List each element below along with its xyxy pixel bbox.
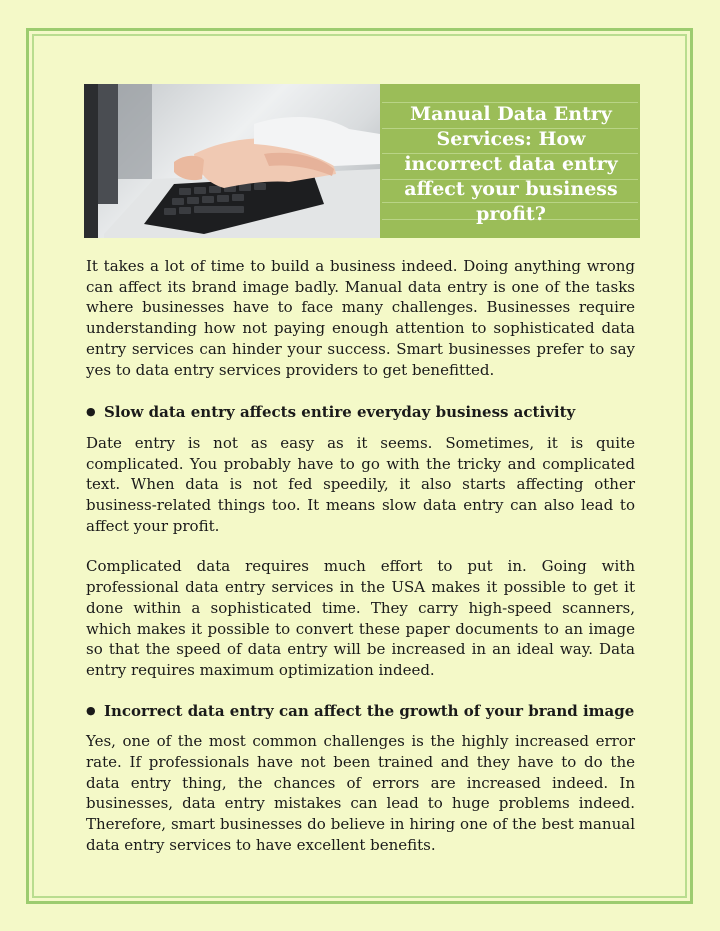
section2-heading-text: Incorrect data entry can affect the growth of your brand image xyxy=(104,701,635,720)
section1-paragraph-1: Date entry is not as easy as it seems. Sometimes, it is quite complicated. You probably have to go with the tricky and complicated text. When data is not fed speedily, it also starts affecting other business-related things too. It means slow data entry can also lead to affect your profit. xyxy=(86,433,635,535)
section2-paragraph-1: Yes, one of the most common challenges is the highly increased error rate. If professionals have not been trained and they have to do the data entry thing, the chances of errors are increased indeed. In businesses, data entry mistakes can lead to huge problems indeed. Therefore, smart businesses do believe in hiring one of the best manual data entry services to have excellent benefits. xyxy=(86,732,635,854)
intro-paragraph: It takes a lot of time to build a business indeed. Doing anything wrong can affect its brand image badly. Manual data entry is one of the tasks where businesses have to face many challenges. Businesses require understanding how not paying enough attention to sophisticated data entry services can hinder your success. Smart businesses prefer to say yes to data entry services providers to get benefitted. xyxy=(86,257,635,379)
document-title: Manual Data Entry Services: How incorrect data entry affect your business profit? xyxy=(404,103,618,225)
bullet-dot-icon: ● xyxy=(86,703,96,717)
article-body xyxy=(86,256,635,856)
bullet-dot-icon: ● xyxy=(86,405,96,419)
section1-heading xyxy=(86,402,635,423)
keyboard-typing-photo xyxy=(84,84,380,238)
section1-heading-text: Slow data entry affects entire everyday business activity xyxy=(104,403,576,422)
section2-heading xyxy=(86,701,635,722)
title-panel xyxy=(380,84,640,238)
keyboard-hands-illustration xyxy=(84,84,380,238)
section1-paragraph-2: Complicated data requires much effort to put in. Going with professional data entry services in the USA makes it possible to get it done within a sophisticated time. They carry high-speed scanners, which makes it possible to convert these paper documents to an image so that the speed of data entry will be increased in an ideal way. Data entry requires maximum optimization indeed. xyxy=(86,557,635,679)
header-banner xyxy=(84,84,640,238)
